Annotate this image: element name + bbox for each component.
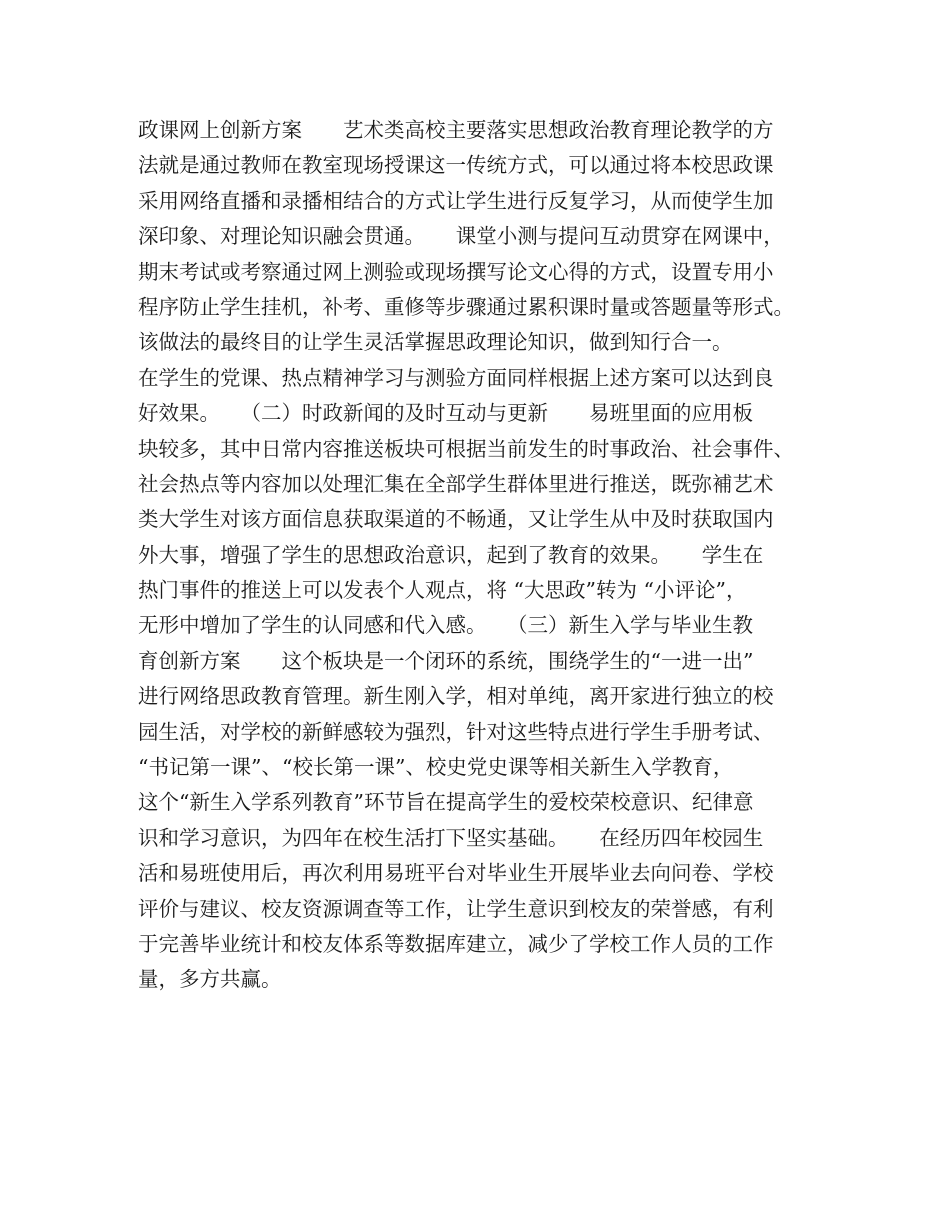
text-line: 社会热点等内容加以处理汇集在全部学生群体里进行推送，既弥補艺术	[138, 471, 774, 496]
body-text	[138, 113, 828, 998]
text-line: 政课网上创新方案 艺术类高校主要落实思想政治教育理论教学的方	[138, 118, 774, 142]
text-line: 好效果。 （二）时政新闻的及时互动与更新 易班里面的应用板	[138, 401, 753, 426]
text-line: 采用网络直播和录播相结合的方式让学生进行反复学习，从而使学生加	[138, 188, 774, 213]
text-line: 该做法的最终目的让学生灵活掌握思政理论知识，做到知行合一。	[138, 330, 733, 355]
text-line: 进行网络思政教育管理。新生刚入学，相对单纯，离开家进行独立的校	[138, 684, 774, 709]
text-line: 程序防止学生挂机，补考、重修等步骤通过累积课时量或答题量等形式。	[138, 294, 794, 319]
text-line: 园生活，对学校的新鲜感较为强烈，针对这些特点进行学生手册考试、	[138, 719, 774, 744]
text-line: 活和易班使用后，再次利用易班平台对毕业生开展毕业去向问卷、学校	[138, 861, 774, 886]
text-line: 块较多，其中日常内容推送板块可根据当前发生的时事政治、社会事件、	[138, 436, 794, 461]
text-line: 热门事件的推送上可以发表个人观点，将 “大思政”转为 “小评论”，	[138, 578, 747, 603]
text-line: 识和学习意识，为四年在校生活打下坚实基础。 在经历四年校园生	[138, 825, 764, 850]
text-line: 于完善毕业统计和校友体系等数据库建立，减少了学校工作人员的工作	[138, 931, 774, 956]
text-line: 类大学生对该方面信息获取渠道的不畅通，又让学生从中及时获取国内	[138, 507, 774, 532]
text-line: 期末考试或考察通过网上测验或现场撰写论文心得的方式，设置专用小	[138, 259, 774, 284]
text-line: 深印象、对理论知识融会贯通。 课堂小测与提问互动贯穿在网课中，	[138, 224, 784, 249]
text-line: 无形中增加了学生的认同感和代入感。 （三）新生入学与毕业生教	[138, 613, 753, 638]
text-line: 在学生的党课、热点精神学习与测验方面同样根据上述方案可以达到良	[138, 365, 774, 390]
text-line: 这个“新生入学系列教育”环节旨在提高学生的爱校荣校意识、纪律意	[138, 790, 754, 815]
text-line: 评价与建议、校友资源调查等工作，让学生意识到校友的荣誉感，有利	[138, 896, 774, 921]
text-line: “书记第一课”、“校长第一课”、校史党史课等相关新生入学教育，	[138, 755, 734, 780]
text-line: 外大事，增强了学生的思想政治意识，起到了教育的效果。 学生在	[138, 542, 764, 567]
text-line: 法就是通过教师在教室现场授课这一传统方式，可以通过将本校思政课	[138, 153, 774, 178]
text-line: 量，多方共赢。	[138, 967, 282, 992]
text-line: 育创新方案 这个板块是一个闭环的系统，围绕学生的“一进一出”	[138, 648, 754, 673]
